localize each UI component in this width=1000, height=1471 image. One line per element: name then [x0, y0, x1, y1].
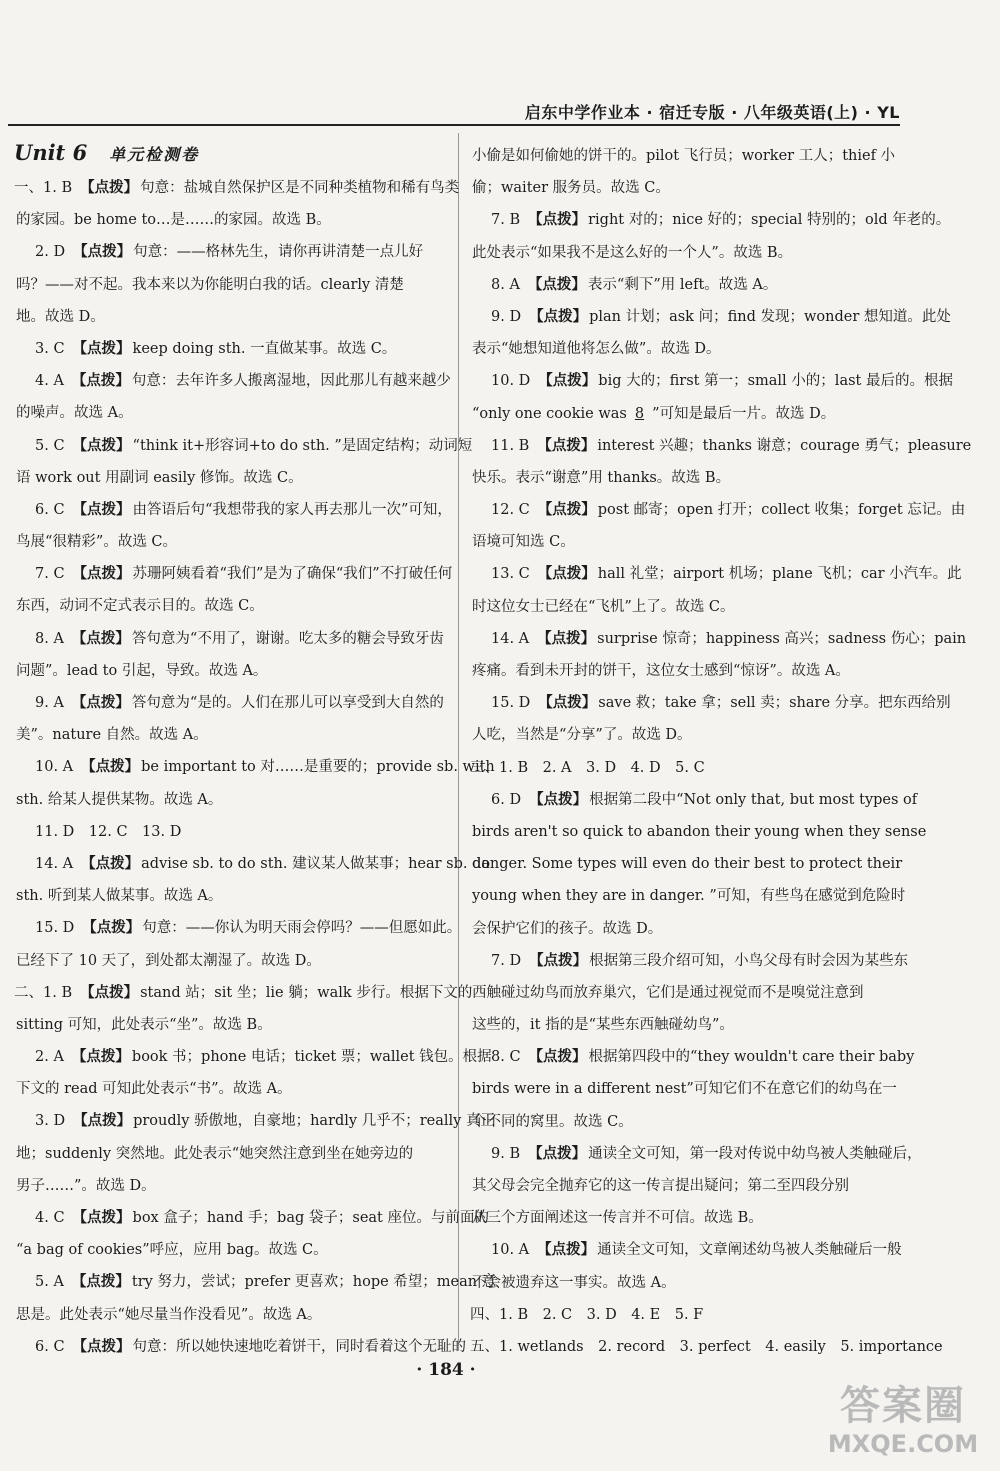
answer-text: 根据第四段中的“they wouldn't care their baby: [588, 1049, 915, 1066]
answer-text: 人吃，当然是“分享”了。故选 D。: [472, 727, 692, 744]
answer-number: 9. D: [491, 308, 522, 325]
hint-tag: 【点拨】: [71, 695, 130, 711]
answer-number: 10. A: [491, 1242, 530, 1259]
answer-line: [14, 558, 453, 590]
answer-line: [470, 526, 900, 558]
answer-line: [14, 172, 460, 204]
answer-text: 三、1. B 2. A 3. D 4. D 5. C: [470, 759, 705, 776]
answer-line: [14, 687, 450, 719]
answer-text: 答句意为“不用了，谢谢。吃太多的糖会导致牙齿: [131, 630, 444, 647]
hint-tag: 【点拨】: [81, 759, 140, 776]
answer-text: keep doing sth. 一直做某事。故选 C。: [132, 340, 397, 357]
answer-number: 11. B: [491, 437, 530, 454]
watermark-domain: MXQE.COM: [827, 1430, 979, 1458]
hint-tag: 【点拨】: [72, 1338, 131, 1355]
answer-line: [14, 526, 450, 558]
answer-line: [14, 430, 473, 462]
answer-line: [470, 816, 927, 848]
answer-line: [14, 1009, 450, 1041]
hint-tag: 【点拨】: [72, 437, 131, 454]
answer-text: 表示“她想知道他将怎么做”。故选 D。: [472, 341, 721, 358]
answer-line: [14, 1073, 450, 1105]
answer-text: sth. 听到某人做某事。故选 A。: [16, 888, 223, 905]
page-number: · 184 ·: [416, 1360, 476, 1380]
answer-line: [470, 494, 966, 526]
answer-text: 由答语后句“我想带我的家人再去那儿一次”可知，: [132, 501, 452, 518]
answer-number: 14. A: [491, 630, 530, 647]
answer-text: 四、1. B 2. C 3. D 4. E 5. F: [470, 1306, 704, 1323]
unit-name: 单元检测卷: [109, 145, 200, 164]
answer-text: advise sb. to do sth. 建议某人做某事；hear sb. do: [141, 855, 491, 872]
answer-number: 10. A: [35, 759, 74, 776]
answer-line: [470, 1299, 900, 1331]
hint-tag: 【点拨】: [529, 308, 588, 325]
answer-line: [14, 1202, 489, 1234]
answer-text: plan 计划；ask 问；find 发现；wonder 想知道。此处: [589, 308, 951, 325]
answer-line: [14, 1266, 497, 1298]
hint-tag: 【点拨】: [71, 1274, 130, 1291]
answer-number: 3. D: [35, 1113, 66, 1130]
answer-text: 快乐。表示“谢意”用 thanks。故选 B。: [472, 469, 731, 486]
answer-number: 5. C: [35, 437, 65, 454]
answer-text: 时这位女士已经在“飞机”上了。故选 C。: [472, 598, 735, 615]
answer-text: 个不同的窝里。故选 C。: [472, 1113, 633, 1130]
answer-text: 西触碰过幼鸟而放弃巢穴，它们是通过视觉而不是嗅觉注意到: [472, 984, 864, 1001]
answer-line: [14, 816, 450, 848]
hint-tag: 【点拨】: [80, 984, 139, 1001]
running-header: 启东中学作业本 · 宿迁专版 · 八年级英语(上) · YL: [524, 103, 900, 122]
answer-number: 7. C: [35, 566, 65, 583]
answer-text: 偷；waiter 服务员。故选 C。: [472, 180, 670, 197]
answer-line: [14, 945, 450, 977]
hint-tag: 【点拨】: [537, 437, 596, 454]
answer-line: [470, 237, 900, 269]
answer-text: 通读全文可知，文章阐述幼鸟被人类触碰后一般: [597, 1242, 902, 1259]
watermark: [808, 1382, 998, 1468]
answer-number: 6. D: [491, 791, 522, 808]
answer-number: 2. A: [35, 1049, 64, 1066]
header-rule: [8, 124, 900, 126]
answer-text: 小偷是如何偷她的饼干的。pilot 飞行员；worker 工人；thief 小: [472, 148, 896, 164]
answer-line: [470, 1267, 900, 1299]
answer-number: 8. C: [491, 1049, 521, 1066]
hint-tag: 【点拨】: [73, 1113, 132, 1130]
answer-text: 语 work out 用副词 easily 修饰。故选 C。: [16, 469, 303, 486]
answer-line: [470, 623, 967, 655]
answer-text: 鸟展“很精彩”。故选 C。: [16, 534, 178, 551]
answer-text: 的噪声。故选 A。: [16, 405, 133, 422]
answer-number: 15. D: [35, 920, 75, 937]
hint-tag: 【点拨】: [538, 695, 597, 712]
answer-line: [14, 1299, 450, 1331]
answer-text: 此处表示“如果我不是这么好的一个人”。故选 B。: [472, 244, 793, 261]
answer-line: [14, 462, 450, 494]
answer-text: sth. 给某人提供某物。故选 A。: [16, 791, 223, 808]
answer-number: 12. C: [491, 502, 530, 519]
answer-text: 答句意为“是的。人们在那儿可以享受到大自然的: [131, 695, 444, 711]
answer-line: [14, 1041, 492, 1073]
answer-number: 7. D: [491, 952, 522, 969]
answer-number: 2. D: [35, 244, 66, 261]
unit-label: Unit 6: [14, 140, 88, 165]
answer-line: [14, 848, 491, 880]
answer-line: [470, 204, 951, 236]
answer-text: 不会被遗弃这一事实。故选 A。: [472, 1274, 676, 1291]
answer-number: 13. C: [491, 566, 530, 583]
answer-line: [14, 751, 495, 783]
answer-line: [470, 1073, 900, 1105]
answer-text: 地。故选 D。: [16, 308, 105, 325]
answer-line: [14, 784, 450, 816]
answer-line: [470, 462, 900, 494]
answer-text: 美”。nature 自然。故选 A。: [16, 727, 208, 744]
answer-number: 5. A: [35, 1274, 64, 1291]
answer-line: [470, 172, 900, 204]
answer-line: [14, 333, 450, 365]
answer-line: [470, 333, 900, 365]
answer-line: [470, 752, 900, 784]
answer-number: 4. C: [35, 1210, 65, 1226]
answer-text: “think it+形容词+to do sth. ”是固定结构；动词短: [132, 437, 473, 454]
answer-text-after: ”可知是最后一片。故选 D。: [652, 405, 836, 422]
hint-tag: 【点拨】: [537, 502, 596, 519]
answer-line: [470, 655, 900, 687]
answer-line: [14, 880, 450, 912]
answer-line: [470, 1170, 900, 1202]
blank-number: 8: [634, 405, 645, 422]
answer-line: [470, 591, 900, 623]
answer-text: sitting 可知，此处表示“坐”。故选 B。: [16, 1016, 272, 1033]
answer-text: 其父母会完全抛弃它的这一传言提出疑问；第二至四段分别: [472, 1178, 849, 1194]
hint-tag: 【点拨】: [71, 1049, 130, 1066]
answer-text: 根据第三段介绍可知，小鸟父母有时会因为某些东: [589, 952, 909, 969]
hint-tag: 【点拨】: [527, 276, 586, 293]
answer-number: 7. B: [491, 212, 521, 229]
hint-tag: 【点拨】: [72, 340, 131, 357]
answer-text: 吗？——对不起。我本来以为你能明白我的话。clearly 清楚: [16, 276, 404, 293]
watermark-logo-text: 答案圈: [840, 1383, 966, 1429]
answer-number: 8. A: [491, 276, 520, 293]
hint-tag: 【点拨】: [529, 952, 588, 969]
answer-text: “a bag of cookies”呼应，应用 bag。故选 C。: [16, 1242, 328, 1259]
answer-text: 句意：——格林先生，请你再讲清楚一点儿好: [133, 244, 424, 261]
hint-tag: 【点拨】: [71, 630, 130, 647]
answer-number: 4. A: [35, 373, 64, 390]
answer-text: 问题”。lead to 引起，导致。故选 A。: [16, 662, 268, 679]
answer-text: 句意：盐城自然保护区是不同种类植物和稀有鸟类: [140, 180, 460, 196]
answer-text: 从三个方面阐述这一传言并不可信。故选 B。: [472, 1210, 763, 1227]
answer-line: [14, 301, 450, 333]
answer-text: 男子……”。故选 D。: [16, 1177, 156, 1194]
answer-text: book 书；phone 电话；ticket 票；wallet 钱包。根据: [131, 1049, 492, 1066]
answer-line: [14, 236, 450, 268]
answer-line: [14, 912, 462, 944]
hint-tag: 【点拨】: [82, 920, 141, 937]
left-column: [14, 140, 497, 1363]
answer-text: birds aren't so quick to abandon their young when they sense: [472, 823, 927, 840]
answer-text: 这些的，it 指的是“某些东西触碰幼鸟”。: [472, 1017, 734, 1034]
answer-text: right 对的；nice 好的；special 特别的；old 年老的。: [588, 212, 951, 229]
answer-line: [14, 719, 450, 751]
answer-text: big 大的；first 第一；small 小的；last 最后的。根据: [598, 373, 953, 390]
answer-number: 6. C: [35, 501, 65, 518]
answer-number: 9. A: [35, 695, 64, 711]
answer-number: 15. D: [491, 695, 531, 712]
answer-text: 已经下了 10 天了，到处都太潮湿了。故选 D。: [16, 952, 321, 969]
answer-text: box 盒子；hand 手；bag 袋子；seat 座位。与前面的: [132, 1210, 489, 1226]
hint-tag: 【点拨】: [528, 1145, 587, 1162]
answer-line: [14, 590, 450, 622]
answer-text: surprise 惊奇；happiness 高兴；sadness 伤心；pain: [597, 630, 967, 647]
hint-tag: 【点拨】: [72, 1210, 131, 1226]
answer-line: [470, 558, 962, 590]
answer-line: [14, 623, 450, 655]
answer-line: [470, 719, 900, 751]
answer-text: try 努力，尝试；prefer 更喜欢；hope 希望；mean 意: [131, 1274, 497, 1291]
answer-text: 下文的 read 可知此处表示“书”。故选 A。: [16, 1081, 292, 1098]
answer-line: [14, 397, 450, 429]
answer-text: 思是。此处表示“她尽量当作没看见”。故选 A。: [16, 1306, 322, 1323]
answer-line: [14, 655, 450, 687]
answer-text: proudly 骄傲地，自豪地；hardly 几乎不；really 真正: [133, 1113, 495, 1130]
left-answer-list: [14, 172, 497, 1363]
answer-text: be important to 对……是重要的；provide sb. with: [141, 759, 495, 776]
answer-text: save 救；take 拿；sell 卖；share 分享。把东西给别: [598, 695, 951, 712]
hint-tag: 【点拨】: [81, 855, 140, 872]
answer-line: [470, 848, 903, 880]
hint-tag: 【点拨】: [80, 180, 139, 196]
answer-text: 的家园。be home to…是……的家园。故选 B。: [16, 212, 331, 229]
answer-number: 二、1. B: [14, 984, 73, 1001]
answer-line: [470, 880, 906, 912]
answer-text: 东西，动词不定式表示目的。故选 C。: [16, 598, 264, 615]
answer-line: [470, 1234, 900, 1266]
answer-line: [470, 1202, 900, 1234]
answer-text: birds were in a different nest”可知它们不在意它们的幼鸟在一: [472, 1081, 897, 1098]
hint-tag: 【点拨】: [529, 791, 588, 808]
answer-number: 14. A: [35, 855, 74, 872]
answer-text: 表示“剩下”用 left。故选 A。: [587, 276, 778, 293]
answer-line: [14, 204, 450, 236]
answer-text: “only one cookie was: [472, 405, 627, 422]
answer-line: [470, 269, 900, 301]
answer-number: 一、1. B: [14, 180, 73, 196]
unit-heading: [14, 140, 450, 170]
answer-line: [14, 365, 450, 397]
answer-line: [14, 1105, 495, 1137]
answer-text: 11. D 12. C 13. D: [35, 823, 182, 840]
answer-line: [470, 365, 953, 397]
answer-line: [470, 945, 909, 977]
answer-number: 10. D: [491, 373, 531, 390]
hint-tag: 【点拨】: [71, 373, 130, 390]
hint-tag: 【点拨】: [537, 630, 596, 647]
answer-line: [470, 913, 900, 945]
answer-text: 通读全文可知，第一段对传说中幼鸟被人类触碰后，: [588, 1145, 922, 1162]
answer-text: hall 礼堂；airport 机场；plane 飞机；car 小汽车。此: [597, 566, 962, 583]
answer-line: [14, 1331, 467, 1363]
answer-line: [470, 687, 951, 719]
answer-line: [14, 977, 473, 1009]
answer-number: 3. C: [35, 340, 65, 357]
answer-line: [14, 269, 450, 301]
answer-text: young when they are in danger. ”可知，有些鸟在感觉到危险时: [472, 888, 906, 905]
answer-text: 五、1. wetlands 2. record 3. perfect 4. easily 5. importance: [470, 1338, 943, 1355]
hint-tag: 【点拨】: [72, 501, 131, 518]
answer-line: [470, 1138, 922, 1170]
answer-text: 语境可知选 C。: [472, 534, 575, 551]
answer-line: [470, 1106, 900, 1138]
answer-line: [470, 398, 900, 430]
answer-text: stand 站；sit 坐；lie 躺；walk 步行。根据下文的: [140, 984, 473, 1001]
hint-tag: 【点拨】: [72, 566, 131, 583]
answer-line: [14, 1234, 450, 1266]
answer-line: [470, 977, 900, 1009]
answer-number: 9. B: [491, 1145, 521, 1162]
answer-text: 句意：所以她快速地吃着饼干，同时看着这个无耻的: [132, 1338, 467, 1355]
answer-number: 6. C: [35, 1338, 65, 1355]
hint-tag: 【点拨】: [528, 212, 587, 229]
right-answer-list: [470, 140, 972, 1363]
answer-line: [470, 1041, 915, 1073]
answer-text: 句意：去年许多人搬离湿地，因此那儿有越来越少: [131, 373, 451, 390]
column-divider: [458, 133, 459, 1351]
answer-line: [470, 430, 972, 462]
answer-line: [470, 1009, 900, 1041]
answer-text: 会保护它们的孩子。故选 D。: [472, 920, 663, 937]
answer-text: 句意：——你认为明天雨会停吗？——但愿如此。: [142, 920, 462, 937]
answer-line: [470, 1331, 943, 1363]
hint-tag: 【点拨】: [537, 1242, 596, 1259]
hint-tag: 【点拨】: [537, 566, 596, 583]
answer-line: [470, 140, 900, 172]
answer-text: 根据第二段中“Not only that, but most types of: [589, 791, 918, 808]
answer-text: post 邮寄；open 打开；collect 收集；forget 忘记。由: [597, 502, 966, 519]
hint-tag: 【点拨】: [538, 373, 597, 390]
answer-text: 疼痛。看到未开封的饼干，这位女士感到“惊讶”。故选 A。: [472, 663, 850, 679]
answer-line: [14, 1138, 450, 1170]
answer-text: interest 兴趣；thanks 谢意；courage 勇气；pleasure: [597, 437, 972, 454]
answer-line: [14, 494, 450, 526]
answer-number: 8. A: [35, 630, 64, 647]
hint-tag: 【点拨】: [528, 1049, 587, 1066]
answer-text: danger. Some types will even do their best to protect their: [472, 856, 903, 873]
answer-text: 地；suddenly 突然地。此处表示“她突然注意到坐在她旁边的: [16, 1145, 414, 1162]
answer-text: 苏珊阿姨看着“我们”是为了确保“我们”不打破任何: [132, 566, 453, 583]
answer-line: [470, 784, 918, 816]
hint-tag: 【点拨】: [73, 244, 132, 261]
answer-line: [470, 301, 951, 333]
answer-line: [14, 1170, 450, 1202]
right-column: [470, 140, 972, 1363]
